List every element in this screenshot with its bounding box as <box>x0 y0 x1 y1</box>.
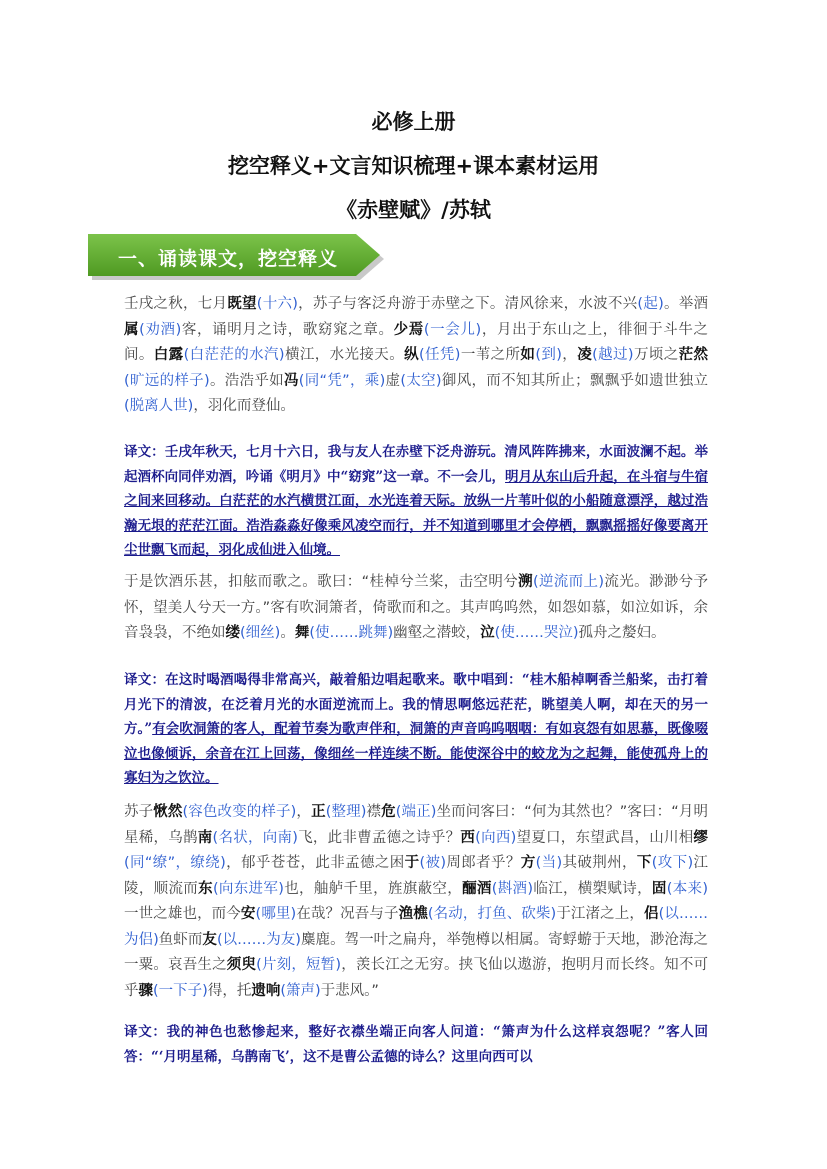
keyword: 南 <box>197 829 213 846</box>
text: 壬戌之秋，七月 <box>124 296 228 312</box>
gloss: (任凭) <box>418 347 461 363</box>
keyword: 如 <box>520 347 536 363</box>
text: ，苏子与客泛舟游于赤壁之下。清风徐来，水波不兴 <box>297 296 638 312</box>
text: 在哉？况吾与子 <box>296 906 399 922</box>
keyword: 方 <box>520 855 536 871</box>
gloss: (十六) <box>256 296 298 312</box>
keyword: 正 <box>311 804 326 820</box>
text: 得，托 <box>207 982 252 999</box>
gloss: (劝酒) <box>139 321 182 338</box>
text: 望夏口，东望武昌，山川相 <box>516 829 694 846</box>
keyword: 固 <box>651 880 667 897</box>
keyword: 侣 <box>644 906 659 922</box>
gloss: (箫声) <box>280 982 321 999</box>
text: 虚 <box>385 372 401 389</box>
gloss: (一下子) <box>153 982 208 999</box>
keyword: 须臾 <box>226 957 257 973</box>
text: 。浩浩乎如 <box>209 372 284 389</box>
text: 流光。渺渺兮予怀，望美人兮天一方。”客有吹洞箫者，倚歌而和之。其声呜呜然，如怨如慕，如泣如诉，余音袅袅，不绝如 <box>124 574 709 641</box>
keyword: 泣 <box>480 625 495 641</box>
keyword: 属 <box>124 321 140 338</box>
text: 御风，而不知其所止；飘飘乎如遗世独立 <box>441 372 709 389</box>
text: 苏子 <box>124 804 154 820</box>
keyword: 渔樵 <box>398 906 428 922</box>
keyword: 白露 <box>153 347 184 363</box>
gloss: (以……为侣) <box>124 906 709 948</box>
gloss: (太空) <box>400 372 442 389</box>
gloss: (同“凭”，乘) <box>298 372 386 389</box>
gloss: (一会儿) <box>423 321 482 338</box>
keyword: 凌 <box>577 347 593 363</box>
keyword: 骤 <box>138 982 153 999</box>
translation-1 <box>124 440 708 563</box>
text: 横江，水光接天。 <box>284 347 405 363</box>
text: 飞，此非曹孟德之诗乎？ <box>297 829 461 846</box>
text: 客，诵明月之诗，歌窈窕之章。 <box>181 321 394 338</box>
keyword: 既望 <box>227 296 257 312</box>
text: 于悲风。” <box>320 982 379 999</box>
keyword: 危 <box>381 804 396 820</box>
volume-title: 必修上册 <box>371 110 456 134</box>
gloss: (哪里) <box>255 906 297 922</box>
text: 孤舟之嫠妇。 <box>578 625 666 641</box>
translation-3: 译文：我的神色也愁惨起来，整好衣襟坐端正向客人问道：“箫声为什么这样哀怨呢？”客人回答：“‘月明星稀，乌鹊南飞’，这不是曹公孟德的诗么？这里向西可以 <box>124 1024 708 1065</box>
text: 万顷之 <box>633 347 679 363</box>
text: 于是饮酒乐甚，扣舷而歌之。歌曰：“桂棹兮兰桨，击空明兮 <box>124 574 519 590</box>
keyword: 少焉 <box>393 321 424 338</box>
keyword: 东 <box>198 880 213 897</box>
text: 也，舳舻千里，旌旗蔽空， <box>283 880 463 897</box>
translation-underlined: 余音在江上回荡，像细丝一样连续不断。能使深谷中的蛟龙为之起舞，能使孤舟上的寡妇为之饮泣。 <box>124 745 708 786</box>
gloss: (攻下) <box>651 855 694 871</box>
text: 江陵，顺流而 <box>124 855 709 897</box>
translation-underlined: 有会吹洞箫的客人，配着节奏为歌声伴和，洞箫的声音呜呜咽咽：有如哀怨有如思慕，既像啜泣也像倾诉， <box>124 721 709 762</box>
keyword: 茫然 <box>678 347 709 363</box>
text: ，羽化而登仙。 <box>193 398 295 414</box>
keyword: 舞 <box>294 625 310 641</box>
gloss: (被) <box>419 855 446 871</box>
document-title: 挖空释义+文言知识梳理+课本素材运用 <box>227 154 600 178</box>
text: ， <box>296 804 312 820</box>
keyword: 愀然 <box>153 804 183 820</box>
text: 幽壑之潜蛟， <box>393 625 481 641</box>
text: 。举酒 <box>663 296 709 312</box>
text: 麋鹿。驾一叶之扁舟，举匏樽以相属。寄蜉蝣于天地，渺沧海之一粟。哀吾生之 <box>124 931 709 973</box>
text: ，郁乎苍苍，此非孟德之困 <box>225 855 405 871</box>
keyword: 溯 <box>518 574 533 590</box>
keyword: 下 <box>636 855 652 871</box>
gloss: (逆流而上) <box>532 574 605 590</box>
keyword: 于 <box>404 855 420 871</box>
gloss: (本来) <box>666 880 709 897</box>
translation-text: 译文：在这时喝酒喝得非常高兴，敲着船边唱起歌来。歌中唱到：“桂木船棹啊香兰船桨，击打着月光下的清波，在泛着月光的水面逆流而上。我的情思啊悠远茫茫，眺望美人啊，却在天的另一方。” <box>124 672 708 737</box>
keyword: 纵 <box>404 347 419 363</box>
gloss: (整理) <box>325 804 367 820</box>
paragraph-2 <box>124 570 708 647</box>
text: 一苇之所 <box>460 347 521 363</box>
keyword: 冯 <box>283 372 299 389</box>
gloss: (以……为友) <box>216 931 301 948</box>
gloss: (容色改变的样子) <box>182 804 297 820</box>
gloss: (同“缭”，缭绕) <box>124 855 226 871</box>
gloss: (到) <box>535 347 562 363</box>
gloss: (片刻，短暂) <box>256 957 342 973</box>
gloss: (白茫茫的水汽) <box>183 347 285 363</box>
keyword: 缪 <box>693 829 709 846</box>
section-heading: 一、诵读课文，挖空释义 <box>118 248 339 270</box>
gloss: (名状，向南) <box>212 829 298 846</box>
gloss: (起) <box>637 296 664 312</box>
translation-text: 译文：壬戌年秋天，七月十六日，我与友人在赤壁下泛舟游玩。清风阵阵拂来，水面波澜不起。举起酒杯向同伴劝酒，吟诵《明月》中“窈窕”这一章。不一会儿， <box>124 444 708 485</box>
gloss: (使……跳舞) <box>309 625 394 641</box>
translation-underlined: 明月从东山后升起，在斗宿与牛宿之间来回移动。白茫茫的水汽横贯江面，水光连着天际。放纵一片苇叶似的小船随意漂浮，越过浩瀚无垠的茫茫江面。浩浩淼淼好像乘风凌空而行，并不知道到哪里才会停栖，飘飘摇摇好像要离开尘世飘飞而起，羽化成仙进入仙境。 <box>124 468 709 558</box>
text: ， <box>561 347 578 363</box>
text: ，月出于东山之上，徘徊于斗牛之间。 <box>124 321 709 363</box>
keyword: 酾酒 <box>462 880 492 897</box>
gloss: (旷远的样子) <box>124 372 210 389</box>
gloss: (脱离人世) <box>124 398 194 414</box>
text: 临江，横槊赋诗， <box>533 880 652 897</box>
paragraph-3 <box>124 800 708 1004</box>
text: 其破荆州， <box>562 855 637 871</box>
keyword: 安 <box>240 906 256 922</box>
gloss: (细丝) <box>240 625 281 641</box>
section-banner <box>88 232 386 282</box>
gloss: (名动，打鱼、砍柴) <box>427 906 557 922</box>
text: 一世之雄也，而今 <box>124 906 241 922</box>
gloss: (越过) <box>592 347 634 363</box>
text: ，羡长江之无穷。挟飞仙以遨游，抱明月而长终。知不可乎 <box>124 957 708 999</box>
text: 鱼虾而 <box>158 931 203 948</box>
gloss: (向西) <box>475 829 517 846</box>
paragraph-1 <box>124 292 708 420</box>
keyword: 缕 <box>225 625 240 641</box>
text: 坐而问客曰：“何为其然也？”客曰：“月明星稀，乌鹊 <box>124 804 708 846</box>
text: 襟 <box>366 804 382 820</box>
gloss: (使……哭泣) <box>494 625 579 641</box>
gloss: (向东进军) <box>212 880 284 897</box>
gloss: (当) <box>535 855 563 871</box>
gloss: (端正) <box>395 804 437 820</box>
keyword: 遗响 <box>251 982 281 999</box>
text: 于江渚之上， <box>556 906 645 922</box>
translation-2 <box>124 668 708 791</box>
gloss: (斟酒) <box>491 880 533 897</box>
keyword: 西 <box>460 829 476 846</box>
text: 周郎者乎？ <box>446 855 521 871</box>
lesson-title: 《赤壁赋》/苏轼 <box>336 198 491 222</box>
keyword: 友 <box>202 931 217 948</box>
text: 。 <box>280 625 295 641</box>
